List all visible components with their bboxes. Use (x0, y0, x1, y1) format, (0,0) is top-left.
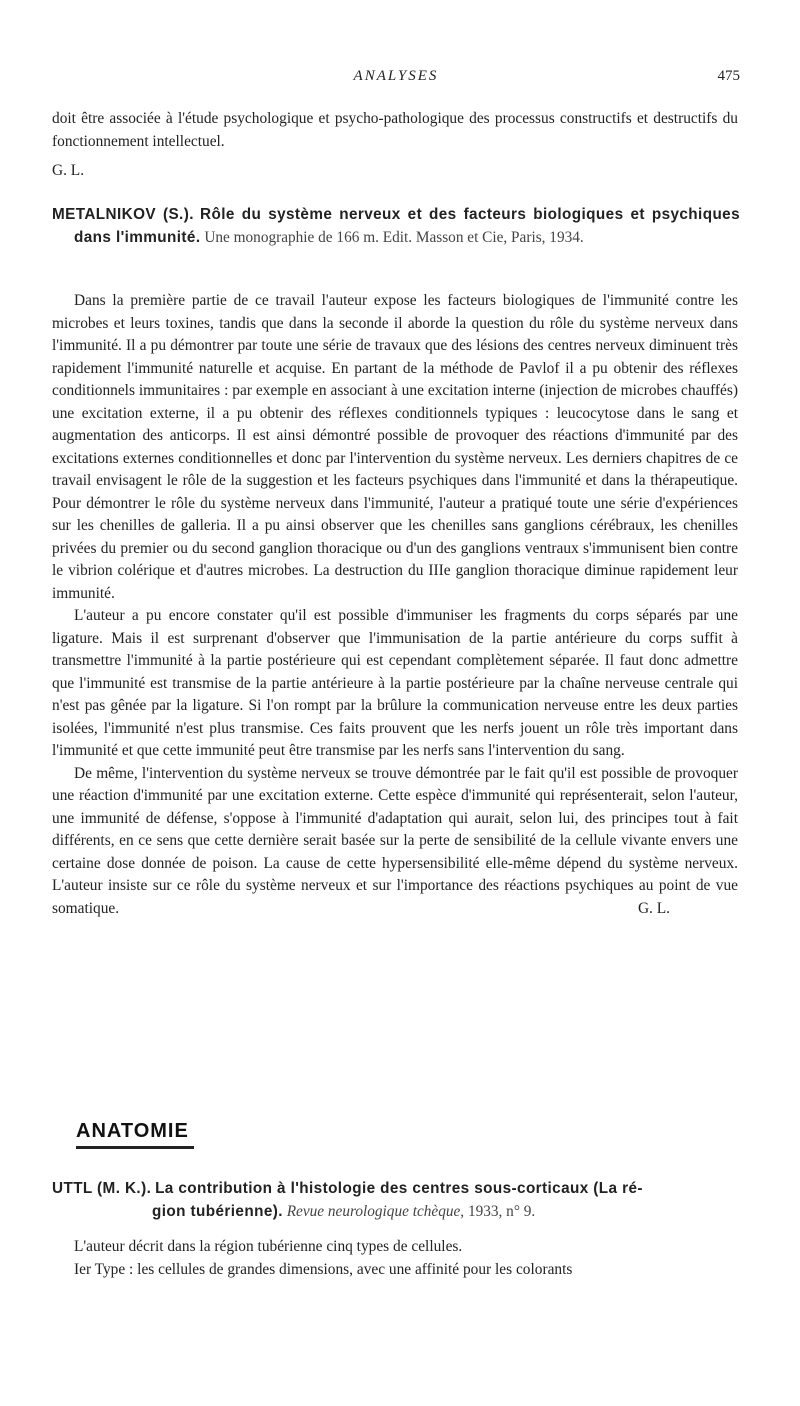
entry-signature: G. L. (637, 899, 670, 917)
running-title: ANALYSES (353, 68, 439, 84)
entry-author: METALNIKOV (S.). (52, 206, 194, 223)
body-paragraph: L'auteur décrit dans la région tubérienne cinq types de cellules. (74, 1238, 463, 1255)
entry-reference: Une monographie de 166 m. Edit. Masson et Cie, Paris, 1934. (204, 228, 584, 246)
entry-title-line2: gion tubérienne). (152, 1202, 283, 1220)
body-paragraph: Ier Type : les cellules de grandes dimensions, avec une affinité pour les colorants (74, 1260, 573, 1278)
section-underline (76, 1146, 194, 1149)
continued-paragraph (52, 108, 738, 183)
entry-header-uttl (52, 1178, 740, 1223)
entry-body-uttl (52, 1236, 738, 1281)
running-head (52, 68, 740, 92)
body-paragraph: L'auteur a pu encore constater qu'il est possible d'immuniser les fragments du corps séparés par une ligature. Mais il est surprenant d'observer que l'immunisation de la partie antérieure du corps suffit à transmettre l'immunité à la partie postérieure qui est cependant complètement séparée. Il faut donc admettre que l'immunité est transmise de la partie antérieure à la partie postérieure par la chaîne nerveuse centrale qui n'est pas gênée par la ligature. Si l'on rompt par la brûlure la communication nerveuse entre les deux parties isolées, l'immunité n'est plus transmise. Ces faits prouvent que les nerfs jouent un rôle très important dans l'immunité et que cette immunité peut être transmise par les nerfs sans l'intervention du sang. (52, 607, 738, 759)
body-paragraph: Dans la première partie de ce travail l'auteur expose les facteurs biologiques de l'immunité contre les microbes et leurs toxines, tandis que dans la seconde il aborde la question du rôle du système nerveux dans l'immunité. Il a pu démontrer par toute une série de travaux que des lésions des centres nerveux diminuent très rapidement l'immunité naturelle et acquise. En partant de la méthode de Pavlof il a pu obtenir des réflexes conditionnels immunitaires : par exemple en associant à une excitation interne (injection de microbes chauffés) une excitation externe, il a pu obtenir des réflexes conditionnels typiques : leucocytose dans le sang et augmentation des anticorps. Il est ainsi démontré possible de provoquer des réactions d'immunité par des excitations externes conditionnelles et donc par l'intervention du système nerveux. Les derniers chapitres de ce travail envisagent le rôle de la suggestion et les facteurs psychiques dans l'immunité et dans la thérapeutique. Pour démontrer le rôle du système nerveux dans l'immunité, l'auteur a pratiqué toute une série d'expériences sur les chenilles de galleria. Il a pu ainsi observer que les chenilles sans ganglions cérébraux, les chenilles privées du premier ou du second ganglion thoracique ou d'un des ganglions ventraux s'immunisent bien contre le vibrion colérique et d'autres microbes. La destruction du IIIe ganglion thoracique diminue rapidement leur immunité. (52, 292, 738, 602)
continued-signature: G. L. (52, 162, 85, 179)
entry-body-metalnikov (52, 290, 738, 920)
body-paragraph-text: De même, l'intervention du système nerveux se trouve démontrée par le fait qu'il est possible de provoquer une réaction d'immunité par une excitation externe. Cette espèce d'immunité qui représenterait, selon l'auteur, une immunité de défense, s'oppose à l'immunité d'adaptation qui aurait, selon lui, des principes tout à fait différents, en ce sens que cette dernière serait basée sur la perte de sensibilité de la cellule vivante envers une certaine dose donnée de poison. La cause de cette hypersensibilité elle-même dépend du système nerveux. L'auteur insiste sur ce rôle du système nerveux et sur l'importance des réactions psychiques au point de vue somatique. (52, 764, 738, 917)
entry-header-metalnikov (52, 204, 740, 249)
entry-reference: 1933, n° 9. (467, 1202, 536, 1220)
entry-author: UTTL (M. K.). (52, 1180, 152, 1197)
section-title: ANATOMIE (76, 1120, 189, 1142)
body-paragraph (52, 763, 738, 921)
entry-title-line1: La contribution à l'histologie des centres sous-corticaux (La ré- (155, 1180, 643, 1197)
page-number: 475 (717, 68, 740, 84)
continued-text: doit être associée à l'étude psychologique et psycho-pathologique des processus constructifs et destructifs du fonctionnement intellectuel. (52, 110, 738, 150)
entry-journal: Revue neurologique tchèque, (286, 1202, 465, 1220)
entry-title: Rôle du système nerveux et des facteurs biologiques et psychiques dans l'immunité. (74, 206, 740, 246)
